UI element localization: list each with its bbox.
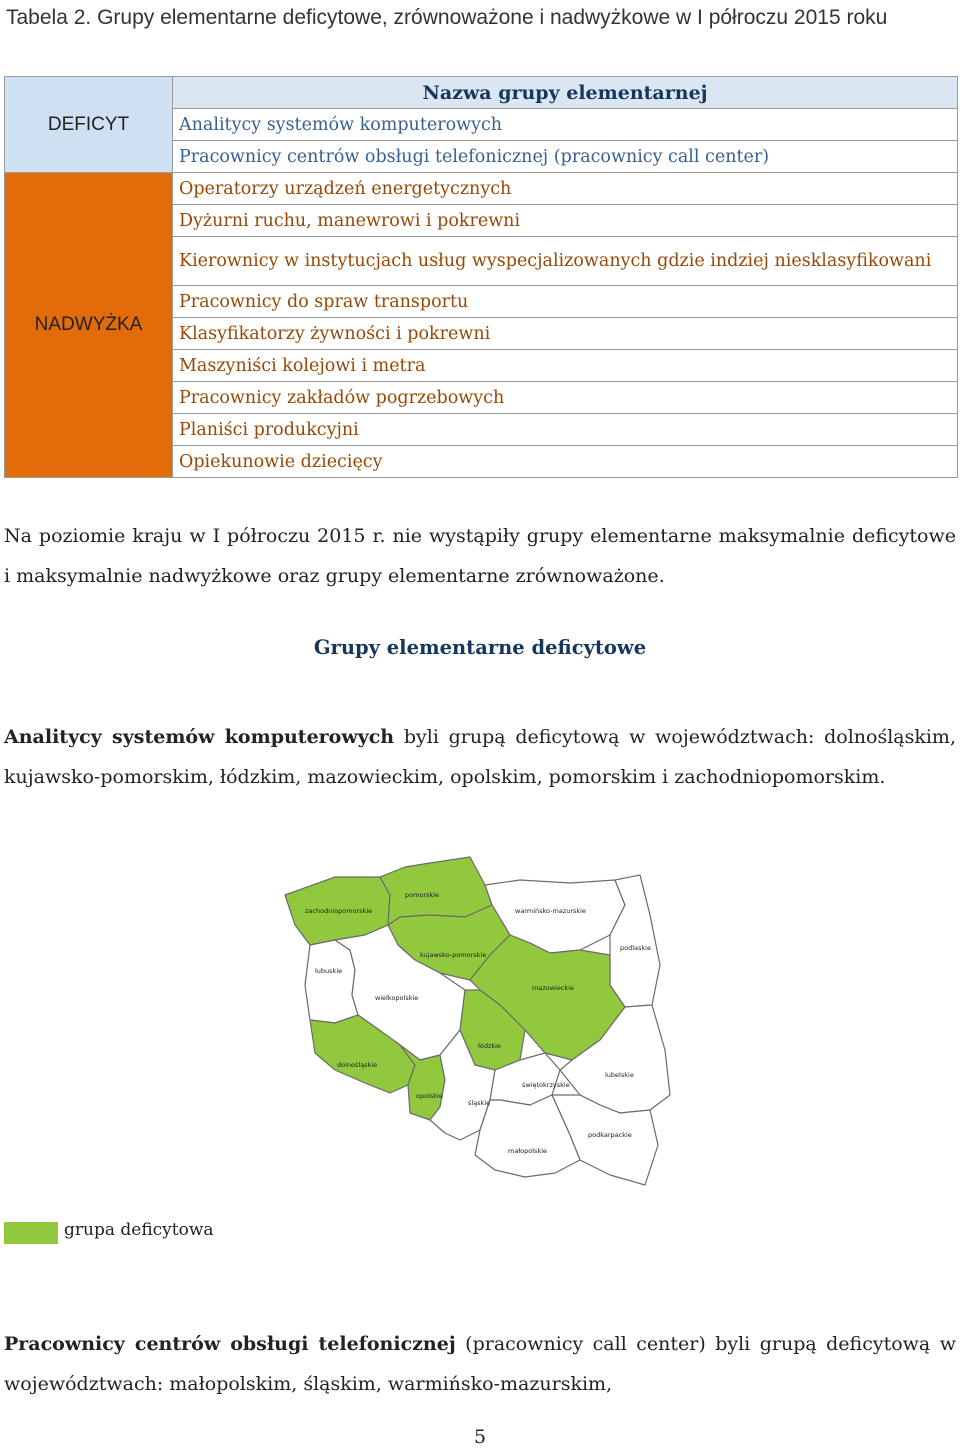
table-row: Pracownicy zakładów pogrzebowych [173,382,958,414]
surplus-category: NADWYŻKA [5,173,173,478]
legend-swatch [4,1222,58,1244]
paragraph-text: (pracownicy call center) byli grupą deficytową w województwach: małopolskim, śląskim, warmińsko-mazurskim, [4,1333,956,1395]
region-label: podlaskie [620,944,651,952]
page-number: 5 [473,1426,487,1448]
region-label: mazowieckie [532,984,574,992]
table-row: Pracownicy centrów obsługi telefonicznej (pracownicy call center) [173,141,958,173]
table-caption: Tabela 2. Grupy elementarne deficytowe, zrównoważone i nadwyżkowe w I półroczu 2015 roku [6,6,888,29]
region-label: zachodniopomorskie [305,907,373,915]
table-row: Pracownicy do spraw transportu [173,286,958,318]
region-label: małopolskie [508,1147,548,1155]
region-label: świętokrzyskie [522,1081,570,1089]
region-label: dolnośląskie [337,1061,378,1069]
region-label: warmińsko-mazurskie [515,907,586,915]
group-name: Analitycy systemów komputerowych [4,726,395,748]
paragraph-text: byli grupą deficytową w województwach: dolnośląskim, kujawsko-pomorskim, łódzkim, mazowieckim, opolskim, pomorskim i zachodniopomorskim. [4,726,956,788]
region-label: łódzkie [478,1042,501,1050]
callcenter-paragraph [4,1324,956,1404]
region-label: wielkopolskie [375,994,419,1002]
table-row: Maszyniści kolejowi i metra [173,350,958,382]
deficit-category: DEFICYT [5,77,173,173]
region-label: kujawsko-pomorskie [420,951,487,959]
section-heading: Grupy elementarne deficytowe [313,636,647,659]
group-name: Pracownicy centrów obsługi telefonicznej [4,1333,456,1355]
table-row: Opiekunowie dziecięcy [173,446,958,478]
region-label: pomorskie [405,891,440,899]
region-label: opolskie [416,1092,443,1100]
analysts-paragraph [4,717,956,797]
region-label: podkarpackie [588,1131,632,1139]
legend-label: grupa deficytowa [64,1220,214,1240]
table-row: Operatorzy urządzeń energetycznych [173,173,958,205]
region-label: lubelskie [605,1071,634,1079]
table-row: Planiści produkcyjni [173,414,958,446]
poland-map [280,855,680,1195]
groups-table [4,76,958,478]
table-row: Klasyfikatorzy żywności i pokrewni [173,318,958,350]
region-label: lubuskie [315,967,343,975]
region-label: śląskie [468,1099,491,1107]
table-header: Nazwa grupy elementarnej [173,77,958,109]
table-row: Analitycy systemów komputerowych [173,109,958,141]
intro-paragraph: Na poziomie kraju w I półroczu 2015 r. nie wystąpiły grupy elementarne maksymalnie deficytowe i maksymalnie nadwyżkowe oraz grupy elementarne zrównoważone. [4,525,956,587]
table-row: Kierownicy w instytucjach usług wyspecjalizowanych gdzie indziej niesklasyfikowani [173,237,958,286]
table-row: Dyżurni ruchu, manewrowi i pokrewni [173,205,958,237]
